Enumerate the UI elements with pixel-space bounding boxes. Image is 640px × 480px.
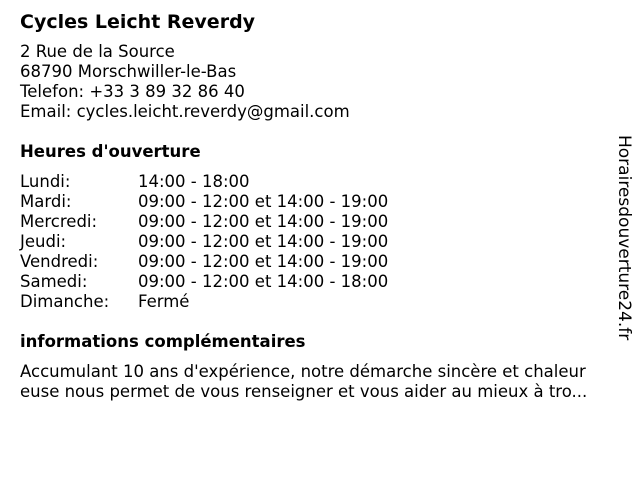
day-label: Vendredi:: [20, 252, 99, 271]
hours-row: [20, 292, 610, 312]
hours-row: [20, 272, 610, 292]
hours-row: [20, 192, 610, 212]
day-label: Jeudi:: [20, 232, 67, 251]
hours-table: [20, 172, 610, 312]
info-text-line-2: euse nous permet de vous renseigner et vous aider au mieux à tro...: [20, 382, 588, 401]
time-value: 09:00 - 12:00 et 14:00 - 18:00: [138, 272, 389, 291]
email-line: Email: cycles.leicht.reverdy@gmail.com: [20, 102, 350, 121]
day-label: Dimanche:: [20, 292, 110, 311]
day-label: Mardi:: [20, 192, 72, 211]
time-value: 09:00 - 12:00 et 14:00 - 19:00: [138, 252, 389, 271]
business-name: Cycles Leicht Reverdy: [20, 11, 256, 33]
hours-row: [20, 252, 610, 272]
business-card: [20, 10, 610, 402]
time-value: Fermé: [138, 292, 190, 311]
hours-row: [20, 172, 610, 192]
info-text-line-1: Accumulant 10 ans d'expérience, notre démarche sincère et chaleur: [20, 362, 586, 381]
address-street: 2 Rue de la Source: [20, 42, 175, 61]
day-label: Mercredi:: [20, 212, 98, 231]
time-value: 09:00 - 12:00 et 14:00 - 19:00: [138, 232, 389, 251]
day-label: Lundi:: [20, 172, 71, 191]
time-value: 09:00 - 12:00 et 14:00 - 19:00: [138, 212, 389, 231]
watermark-text: Horairesdouverture24.fr: [614, 135, 634, 341]
time-value: 09:00 - 12:00 et 14:00 - 19:00: [138, 192, 389, 211]
hours-row: [20, 232, 610, 252]
phone-line: Telefon: +33 3 89 32 86 40: [20, 82, 245, 101]
day-label: Samedi:: [20, 272, 88, 291]
address-city: 68790 Morschwiller-le-Bas: [20, 62, 237, 81]
hours-row: [20, 212, 610, 232]
hours-heading: Heures d'ouverture: [20, 142, 201, 161]
time-value: 14:00 - 18:00: [138, 172, 250, 191]
info-heading: informations complémentaires: [20, 332, 306, 351]
